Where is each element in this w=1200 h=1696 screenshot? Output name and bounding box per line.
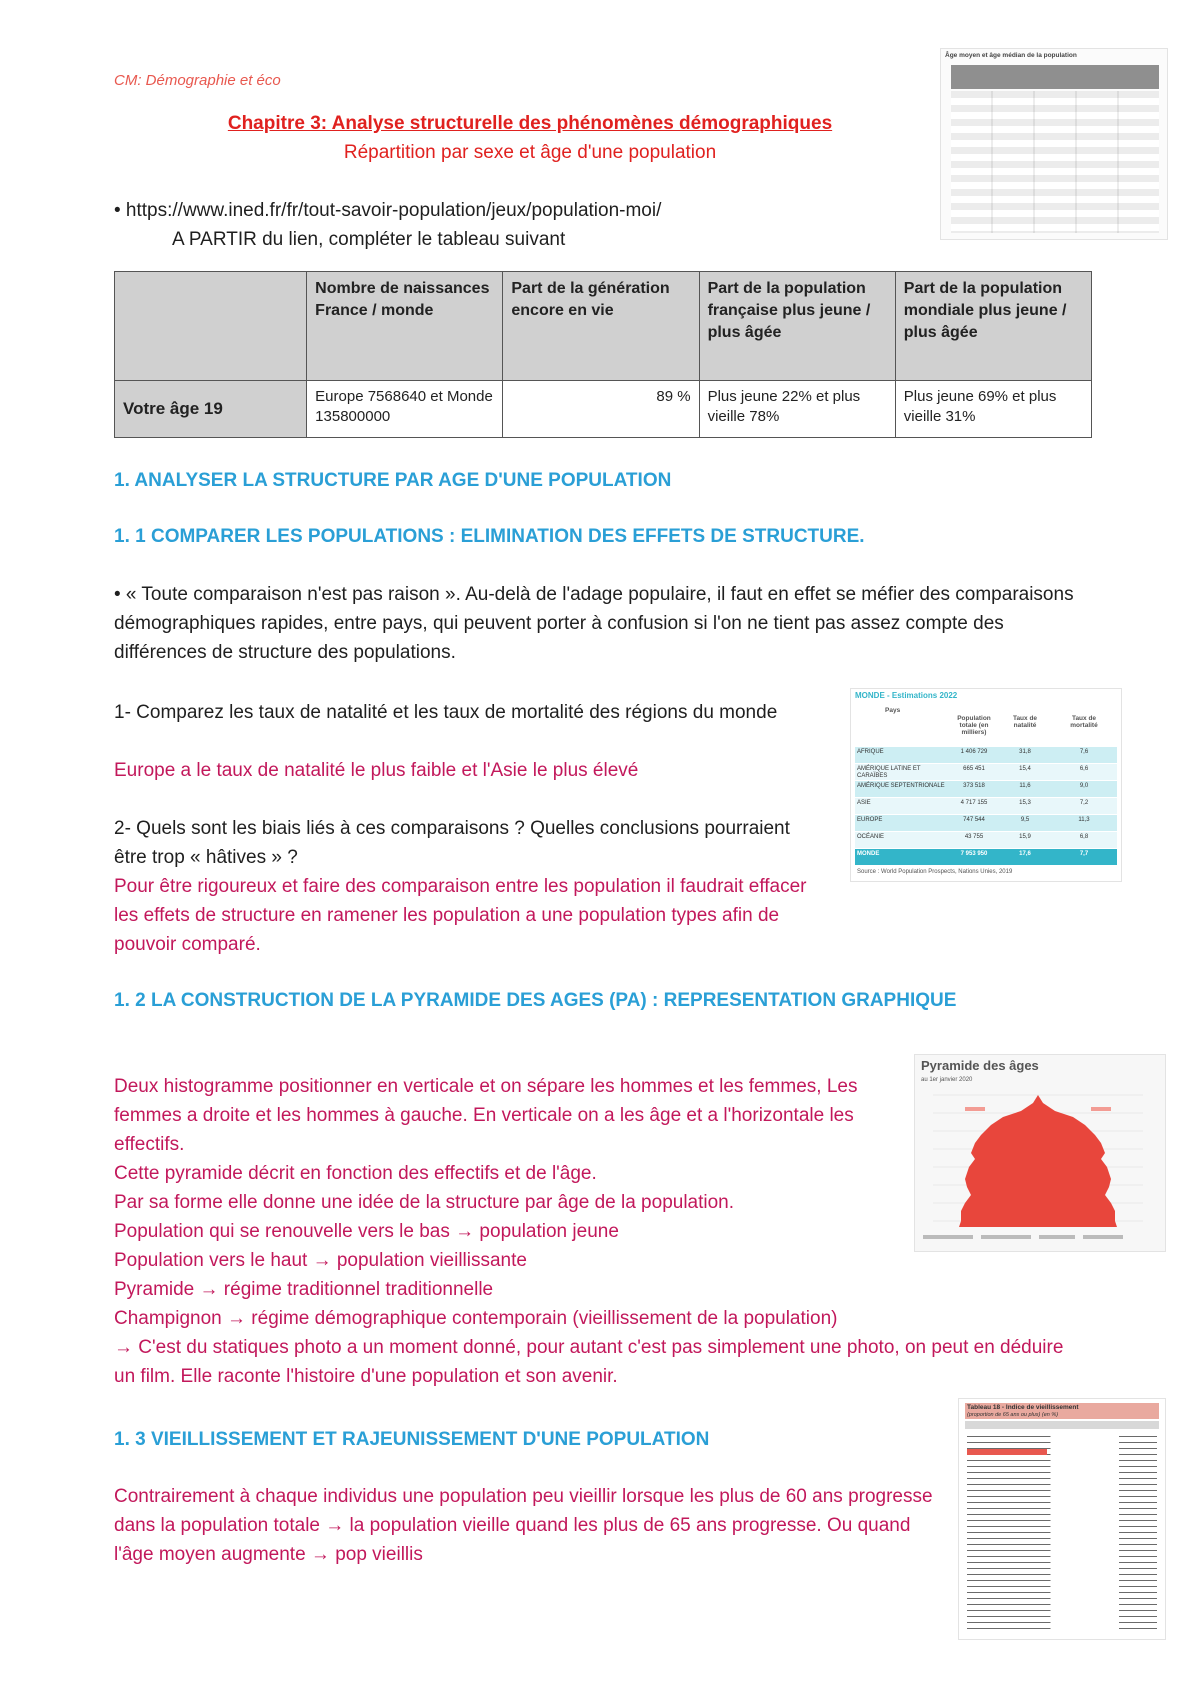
pyramid-paragraph-2: Cette pyramide décrit en fonction des effectifs et de l'âge. xyxy=(114,1163,597,1184)
monde-cell: 43 755 xyxy=(964,834,984,840)
ined-link[interactable]: • https://www.ined.fr/fr/tout-savoir-population/jeux/population-moi/ xyxy=(114,200,662,221)
monde-cell: 6,6 xyxy=(1079,766,1089,772)
question-2: 2- Quels sont les biais liés à ces comparaisons ? Quelles conclusions pourraient être trop « hâtives » ? xyxy=(114,818,790,868)
monde-cell: ASIE xyxy=(857,800,871,806)
table-row xyxy=(855,832,1117,848)
chapter-subtitle: Répartition par sexe et âge d'une population xyxy=(343,142,717,163)
pyramid-paragraph-3: Par sa forme elle donne une idée de la structure par âge de la population. xyxy=(114,1192,735,1213)
monde-cell: 747 544 xyxy=(963,817,985,823)
heading-1-3: 1. 3 VIEILLISSEMENT ET RAJEUNISSEMENT D'UNE POPULATION xyxy=(114,1429,710,1450)
mean-age-table-title: Âge moyen et âge médian de la population xyxy=(945,52,1077,59)
monde-cell: 7 953 950 xyxy=(960,851,988,857)
age-cell: Votre âge 19 xyxy=(115,381,307,438)
monde-cell: 31,8 xyxy=(1019,749,1031,755)
monde-rows xyxy=(855,747,1117,866)
pyramid-title: Pyramide des âges xyxy=(921,1058,1039,1073)
monde-cell: AMÉRIQUE LATINE ET CARAÏBES xyxy=(857,766,921,779)
monde-cell: 15,4 xyxy=(1019,766,1031,772)
monde-cell: OCÉANIE xyxy=(857,834,885,840)
chapter-title: Chapitre 3: Analyse structurelle des phénomènes démographiques xyxy=(227,113,833,134)
heading-1-1: 1. 1 COMPARER LES POPULATIONS : ELIMINATION DES EFFETS DE STRUCTURE. xyxy=(114,526,865,547)
pyramid-chart xyxy=(915,1055,1165,1251)
aging-index-table-image xyxy=(958,1398,1166,1640)
answer-1: Europe a le taux de natalité le plus faible et l'Asie le plus élevé xyxy=(114,760,639,781)
monde-cell: EUROPE xyxy=(857,817,883,823)
table-row xyxy=(855,747,1117,763)
pyramid-paragraph-7: Champignon → régime démographique contemporain (vieillissement de la population) xyxy=(114,1308,838,1329)
table-row xyxy=(855,849,1117,865)
aging-paragraph: Contrairement à chaque individus une population peu vieillir lorsque les plus de 60 ans progresse dans la population totale → la population vieille quand les plus de 65 ans progresse. Ou quand l'âge moyen augmente → pop vieillis xyxy=(114,1486,933,1565)
monde-cell: 15,3 xyxy=(1019,800,1031,806)
monde-cell: 15,9 xyxy=(1019,834,1031,840)
intro-paragraph: • « Toute comparaison n'est pas raison ». Au-delà de l'adage populaire, il faut en effet se méfier des comparaisons démographiques rapides, entre pays, qui peuvent porter à confusion si l'on ne tient pas assez compte des différences de structure des populations. xyxy=(114,584,1074,663)
age-table-header-france: Part de la population française plus jeune / plus âgée xyxy=(699,272,895,381)
monde-cell: 17,6 xyxy=(1019,851,1031,857)
monde-cell: 665 451 xyxy=(963,766,985,772)
monde-cell: 9,0 xyxy=(1079,783,1089,789)
aging-table-title: Tableau 18 - Indice de vieillissement xyxy=(967,1404,1079,1411)
age-table-header-generation: Part de la génération encore en vie xyxy=(503,272,699,381)
monde-cell: 373 518 xyxy=(963,783,985,789)
age-table-header-empty xyxy=(115,272,307,381)
monde-col-mortalite: Taux de mortalité xyxy=(1070,715,1098,729)
monde-source: Source : World Population Prospects, Nations Unies, 2019 xyxy=(857,869,1013,875)
table-row xyxy=(855,781,1117,797)
monde-cell: 11,3 xyxy=(1078,817,1090,823)
births-cell: Europe 7568640 et Monde 135800000 xyxy=(307,381,503,438)
world-share-cell: Plus jeune 69% et plus vieille 31% xyxy=(895,381,1091,438)
pyramid-paragraph-8: → C'est du statiques photo a un moment donné, pour autant c'est pas simplement une photo, on peut en déduire un film. Elle raconte l'histoire d'une population et son avenir. xyxy=(114,1337,1064,1387)
age-table xyxy=(114,271,1092,438)
heading-1-2: 1. 2 LA CONSTRUCTION DE LA PYRAMIDE DES AGES (PA) : REPRESENTATION GRAPHIQUE xyxy=(114,990,957,1011)
age-table-header-births: Nombre de naissances France / monde xyxy=(307,272,503,381)
table-row xyxy=(855,764,1117,780)
monde-header xyxy=(855,703,1117,741)
monde-title: MONDE - Estimations 2022 xyxy=(855,691,958,700)
monde-cell: 4 717 155 xyxy=(960,800,988,806)
monde-cell: 7,6 xyxy=(1079,749,1089,755)
age-pyramid-image xyxy=(914,1054,1166,1252)
table-row xyxy=(115,381,1092,438)
monde-cell: AMÉRIQUE SEPTENTRIONALE xyxy=(857,783,945,789)
monde-col-pop: Population totale (en milliers) xyxy=(957,715,991,736)
pyramid-paragraph-5: Population vers le haut → population vieillissante xyxy=(114,1250,527,1271)
pyramid-paragraph-1: Deux histogramme positionner en verticale et on sépare les hommes et les femmes, Les femmes a droite et les hommes à gauche. En verticale on a les âge et a l'horizontale les effectifs. xyxy=(114,1076,858,1155)
pyramid-paragraph-4: Population qui se renouvelle vers le bas → population jeune xyxy=(114,1221,619,1242)
monde-cell: 11,6 xyxy=(1019,783,1031,789)
france-share-cell: Plus jeune 22% et plus vieille 78% xyxy=(699,381,895,438)
instruction-text: A PARTIR du lien, compléter le tableau suivant xyxy=(172,229,566,250)
aging-table-rows xyxy=(967,1433,1157,1633)
monde-cell: 7,7 xyxy=(1079,851,1089,857)
pyramid-subtitle: au 1er janvier 2020 xyxy=(921,1077,973,1083)
mean-age-table-rows xyxy=(951,91,1159,233)
pyramid-paragraph-6: Pyramide → régime traditionnel traditionnelle xyxy=(114,1279,494,1300)
heading-1: 1. ANALYSER LA STRUCTURE PAR AGE D'UNE POPULATION xyxy=(114,470,672,491)
pyramid-shape xyxy=(959,1095,1117,1227)
monde-estimations-image xyxy=(850,688,1122,882)
question-1: 1- Comparez les taux de natalité et les taux de mortalité des régions du monde xyxy=(114,702,778,723)
table-row xyxy=(855,815,1117,831)
monde-cell: AFRIQUE xyxy=(857,749,884,755)
answer-2: Pour être rigoureux et faire des comparaison entre les population il faudrait effacer les effets de structure en ramener les population a une population types afin de pouvoir comparé. xyxy=(114,876,807,955)
age-table-header-world: Part de la population mondiale plus jeune / plus âgée xyxy=(895,272,1091,381)
monde-col-pays: Pays xyxy=(885,707,901,714)
generation-cell: 89 % xyxy=(503,381,699,438)
table-row xyxy=(855,798,1117,814)
monde-cell: 6,8 xyxy=(1079,834,1089,840)
monde-cell: 7,2 xyxy=(1079,800,1089,806)
aging-table-subtitle: (proportion de 65 ans ou plus) (en %) xyxy=(967,1412,1059,1418)
monde-cell: 9,5 xyxy=(1020,817,1030,823)
monde-col-natalite: Taux de natalité xyxy=(1012,715,1038,729)
course-label: CM: Démographie et éco xyxy=(114,72,281,89)
monde-cell: MONDE xyxy=(857,851,880,857)
monde-cell: 1 406 729 xyxy=(960,749,988,755)
mean-age-table-image xyxy=(940,48,1168,240)
